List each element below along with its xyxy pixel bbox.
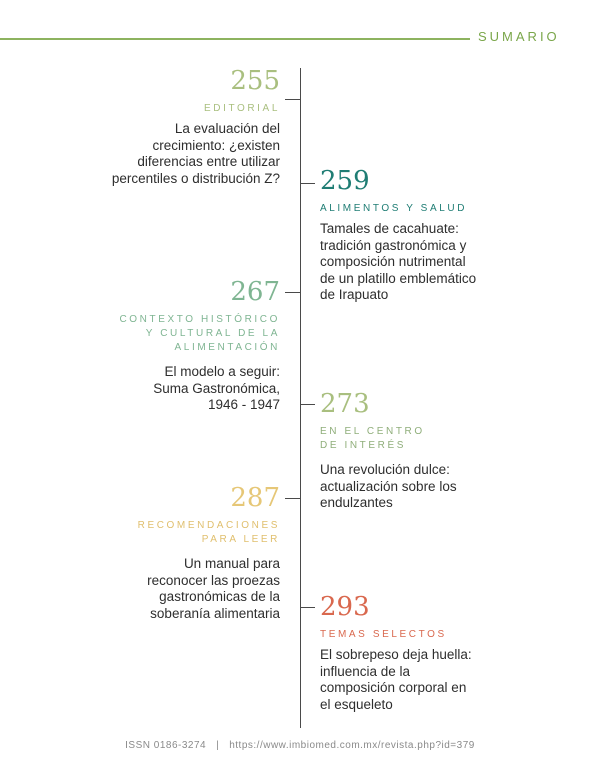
header-rule bbox=[0, 38, 470, 40]
article-title: El sobrepeso deja huella: influencia de la composición corporal en el esqueleto bbox=[320, 647, 472, 712]
article-title: Una revolución dulce: actualización sobre los endulzantes bbox=[320, 462, 457, 510]
toc-entry-alimentos-y-salud[interactable] bbox=[320, 166, 520, 304]
footer-separator: | bbox=[216, 740, 220, 751]
issn-text: ISSN 0186-3274 bbox=[125, 740, 207, 751]
page-number: 287 bbox=[230, 483, 280, 513]
page-number: 255 bbox=[230, 66, 280, 96]
page-number: 267 bbox=[230, 277, 280, 307]
section-label: EN EL CENTRO DE INTERÉS bbox=[320, 426, 425, 451]
page-number: 273 bbox=[320, 389, 370, 419]
article-title: El modelo a seguir: Suma Gastronómica, 1946 - 1947 bbox=[153, 364, 280, 412]
footer bbox=[0, 740, 600, 751]
article-title: Un manual para reconocer las proezas gastronómicas de la soberanía alimentaria bbox=[147, 556, 280, 621]
section-label: TEMAS SELECTOS bbox=[320, 629, 447, 640]
toc-entry-contexto-historico[interactable] bbox=[60, 277, 280, 414]
section-header: SUMARIO bbox=[478, 29, 560, 44]
timeline-tick bbox=[285, 292, 300, 293]
section-label: CONTEXTO HISTÓRICO Y CULTURAL DE LA ALIMENTACIÓN bbox=[119, 314, 280, 353]
section-label: EDITORIAL bbox=[203, 103, 280, 114]
page-number: 259 bbox=[320, 166, 370, 196]
toc-entry-centro-de-interes[interactable] bbox=[320, 389, 520, 512]
page-number: 293 bbox=[320, 592, 370, 622]
section-label: RECOMENDACIONES PARA LEER bbox=[137, 520, 280, 545]
journal-url-link[interactable]: https://www.imbiomed.com.mx/revista.php?id=379 bbox=[229, 740, 475, 751]
toc-entry-recomendaciones[interactable] bbox=[60, 483, 280, 622]
timeline-tick bbox=[300, 404, 315, 405]
toc-entry-temas-selectos[interactable] bbox=[320, 592, 520, 713]
timeline-axis bbox=[300, 68, 301, 728]
section-label: ALIMENTOS Y SALUD bbox=[320, 203, 468, 214]
timeline-tick bbox=[285, 99, 300, 100]
timeline-tick bbox=[300, 183, 315, 184]
article-title: Tamales de cacahuate: tradición gastronómica y composición nutrimental de un platillo emblemático de Irapuato bbox=[320, 221, 477, 302]
timeline-tick bbox=[300, 607, 315, 608]
timeline-tick bbox=[285, 498, 300, 499]
toc-entry-editorial[interactable] bbox=[60, 66, 280, 187]
article-title: La evaluación del crecimiento: ¿existen diferencias entre utilizar percentiles o distribución Z? bbox=[111, 121, 280, 186]
